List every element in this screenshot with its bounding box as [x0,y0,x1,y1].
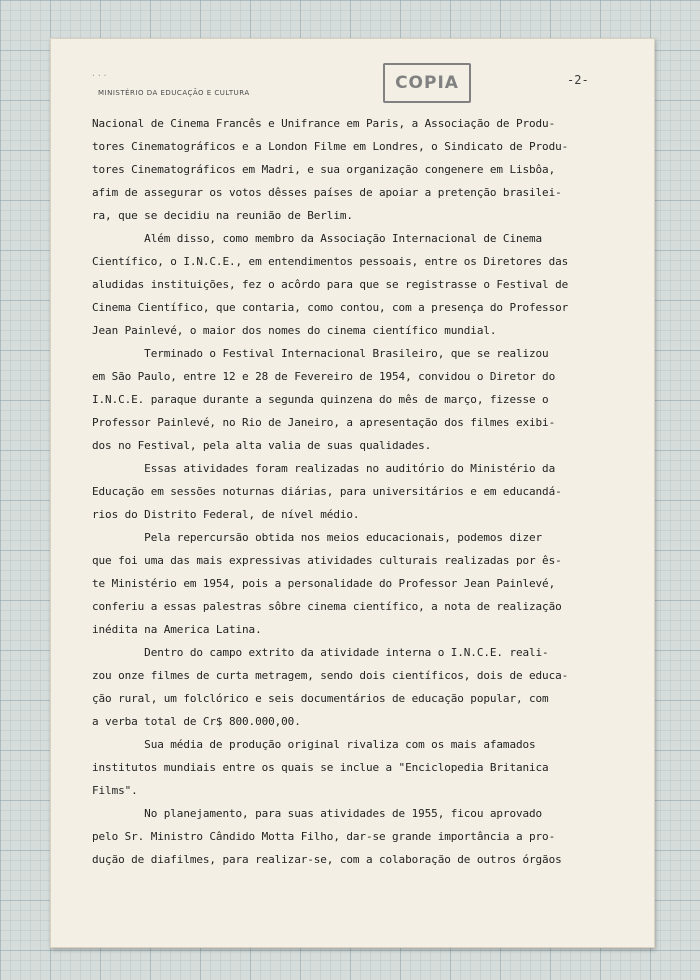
copia-stamp: COPIA [383,63,471,103]
paragraph [92,641,652,733]
paragraph [92,112,652,227]
text-line: conferiu a essas palestras sôbre cinema científico, a nota de realização [92,600,562,613]
text-line: afim de assegurar os votos dêsses países de apoiar a pretenção brasilei- [92,186,562,199]
text-line: tores Cinematográficos em Madri, e sua organização congenere em Lisbôa, [92,163,556,176]
text-line: Nacional de Cinema Francês e Unifrance em Paris, a Associação de Produ- [92,117,556,130]
text-line: ra, que se decidiu na reunião de Berlim. [92,209,353,222]
text-line: ção rural, um folclórico e seis documentários de educação popular, com [92,692,549,705]
text-line: tores Cinematográficos e a London Filme em Londres, o Sindicato de Produ- [92,140,569,153]
text-line: Dentro do campo extrito da atividade interna o I.N.C.E. reali- [92,646,549,659]
text-line: dos no Festival, pela alta valia de suas qualidades. [92,439,432,452]
ink-smudge: ... [91,69,109,78]
text-line: que foi uma das mais expressivas atividades culturais realizadas por ês- [92,554,562,567]
text-line: rios do Distrito Federal, de nível médio. [92,508,360,521]
text-line: a verba total de Cr$ 800.000,00. [92,715,301,728]
document-body [92,112,652,871]
text-line: Jean Painlevé, o maior dos nomes do cinema científico mundial. [92,324,497,337]
paragraph [92,227,652,342]
text-line: Científico, o I.N.C.E., em entendimentos pessoais, entre os Diretores das [92,255,569,268]
text-line: Educação em sessões noturnas diárias, para universitários e em educandá- [92,485,562,498]
text-line: No planejamento, para suas atividades de 1955, ficou aprovado [92,807,543,820]
text-line: I.N.C.E. paraque durante a segunda quinzena do mês de março, fizesse o [92,393,549,406]
paragraph [92,802,652,871]
text-line: Essas atividades foram realizadas no auditório do Ministério da [92,462,556,475]
ministry-letterhead: MINISTÉRIO DA EDUCAÇÃO E CULTURA [98,89,250,97]
text-line: Cinema Científico, que contaria, como contou, com a presença do Professor [92,301,569,314]
text-line: institutos mundiais entre os quais se inclue a "Enciclopedia Britanica [92,761,549,774]
text-line: pelo Sr. Ministro Cândido Motta Filho, dar-se grande importância a pro- [92,830,556,843]
text-line: dução de diafilmes, para realizar-se, com a colaboração de outros órgãos [92,853,562,866]
text-line: te Ministério em 1954, pois a personalidade do Professor Jean Painlevé, [92,577,556,590]
text-line: Pela repercursão obtida nos meios educacionais, podemos dizer [92,531,543,544]
paragraph [92,733,652,802]
text-line: Films". [92,784,138,797]
text-line: Terminado o Festival Internacional Brasileiro, que se realizou [92,347,549,360]
text-line: inédita na America Latina. [92,623,262,636]
page-number: -2- [567,73,589,87]
paragraph [92,342,652,457]
text-line: Além disso, como membro da Associação Internacional de Cinema [92,232,543,245]
paragraph [92,526,652,641]
text-line: em São Paulo, entre 12 e 28 de Fevereiro de 1954, convidou o Diretor do [92,370,556,383]
text-line: Sua média de produção original rivaliza com os mais afamados [92,738,536,751]
text-line: Professor Painlevé, no Rio de Janeiro, a apresentação dos filmes exibi- [92,416,556,429]
text-line: aludidas instituições, fez o acôrdo para que se registrasse o Festival de [92,278,569,291]
paragraph [92,457,652,526]
text-line: zou onze filmes de curta metragem, sendo dois científicos, dois de educa- [92,669,569,682]
